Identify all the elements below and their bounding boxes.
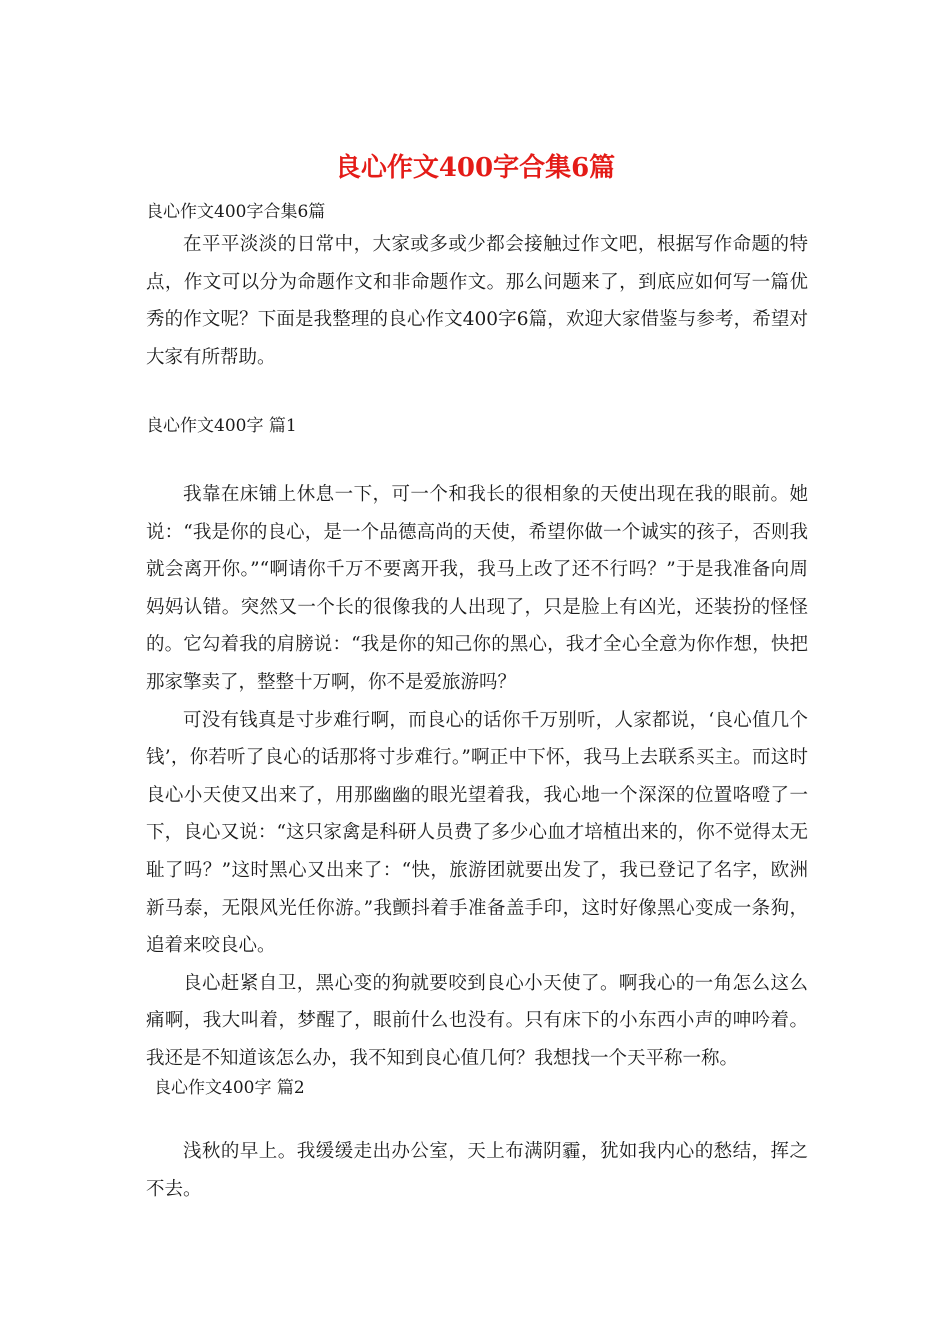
section-1-body xyxy=(146,476,808,1078)
document-title: 良心作文400字合集6篇 xyxy=(334,153,616,183)
intro-block xyxy=(146,226,808,376)
section-1-paragraph-1: 我靠在床铺上休息一下，可一个和我长的很相象的天使出现在我的眼前。她说：“我是你的良心，是一个品德高尚的天使，希望你做一个诚实的孩子，否则我就会离开你。”“啊请你千万不要离开我，我马上改了还不行吗？”于是我准备向周妈妈认错。突然又一个长的很像我的人出现了，只是脸上有凶光，还装扮的怪怪的。它勾着我的肩膀说：“我是你的知己你的黑心，我才全心全意为你作想，快把那家擎卖了，整整十万啊，你不是爱旅游吗？ xyxy=(146,484,808,693)
intro-paragraph: 在平平淡淡的日常中，大家或多或少都会接触过作文吧，根据写作命题的特点，作文可以分为命题作文和非命题作文。那么问题来了，到底应如何写一篇优秀的作文呢？下面是我整理的良心作文400字6篇，欢迎大家借鉴与参考，希望对大家有所帮助。 xyxy=(146,234,808,368)
section-2-paragraph-1: 浅秋的早上。我缓缓走出办公室，天上布满阴霾，犹如我内心的愁结，挥之不去。 xyxy=(146,1141,808,1200)
document-subtitle: 良心作文400字合集6篇 xyxy=(146,202,326,222)
section-1-paragraph-3: 良心赶紧自卫，黑心变的狗就要咬到良心小天使了。啊我心的一角怎么这么痛啊，我大叫着，梦醒了，眼前什么也没有。只有床下的小东西小声的呻吟着。我还是不知道该怎么办，我不知到良心值几何？我想找一个天平称一称。 xyxy=(146,972,808,1069)
section-heading-2: 良心作文400字 篇2 xyxy=(154,1078,305,1098)
section-2-body xyxy=(146,1133,808,1208)
section-1-paragraph-2: 可没有钱真是寸步难行啊，而良心的话你千万别听，人家都说，‘良心值几个钱’，你若听了良心的话那将寸步难行。”啊正中下怀，我马上去联系买主。而这时良心小天使又出来了，用那幽幽的眼光望着我，我心地一个深深的位置咯噔了一下，良心又说：“这只家禽是科研人员费了多少心血才培植出来的，你不觉得太无耻了吗？”这时黑心又出来了：“快，旅游团就要出发了，我已登记了名字，欧洲新马泰，无限风光任你游。”我颤抖着手准备盖手印，这时好像黑心变成一条狗，追着来咬良心。 xyxy=(146,709,808,957)
section-heading-1: 良心作文400字 篇1 xyxy=(146,416,297,436)
